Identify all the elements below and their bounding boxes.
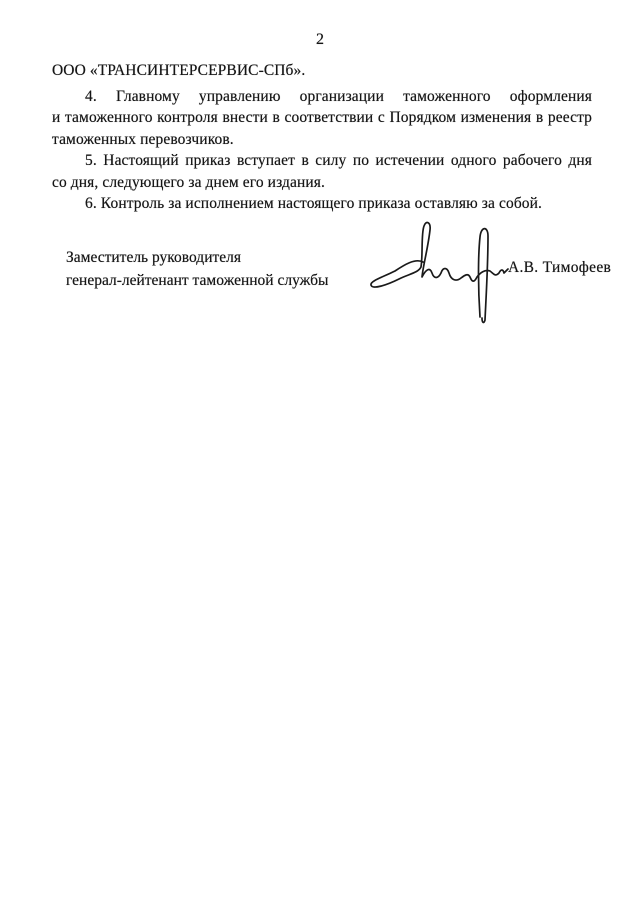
document-line: со дня, следующего за днем его издания. xyxy=(52,173,325,191)
signer-name: А.В. Тимофеев xyxy=(508,259,612,276)
document-body xyxy=(52,60,592,215)
page-number: 2 xyxy=(316,31,324,48)
handwritten-signature-ink xyxy=(366,216,526,338)
document-line: таможенных перевозчиков. xyxy=(52,130,234,148)
signature-stroke-flourish xyxy=(479,229,489,323)
signature-block xyxy=(66,246,328,292)
document-line: 6. Контроль за исполнением настоящего приказа оставляю за собой. xyxy=(85,195,543,212)
signer-title-line1: Заместитель руководителя xyxy=(66,249,242,266)
document-line: 5. Настоящий приказ вступает в силу по истечении одного рабочего дня xyxy=(85,152,592,169)
document-line: и таможенного контроля внести в соответствии с Порядком изменения в реестр xyxy=(52,109,592,126)
signer-title-line2: генерал-лейтенант таможенной службы xyxy=(66,272,329,289)
document-line: 4. Главному управлению организации таможенного оформления xyxy=(85,87,592,105)
document-line: ООО «ТРАНСИНТЕРСЕРВИС-СПб». xyxy=(52,62,306,79)
